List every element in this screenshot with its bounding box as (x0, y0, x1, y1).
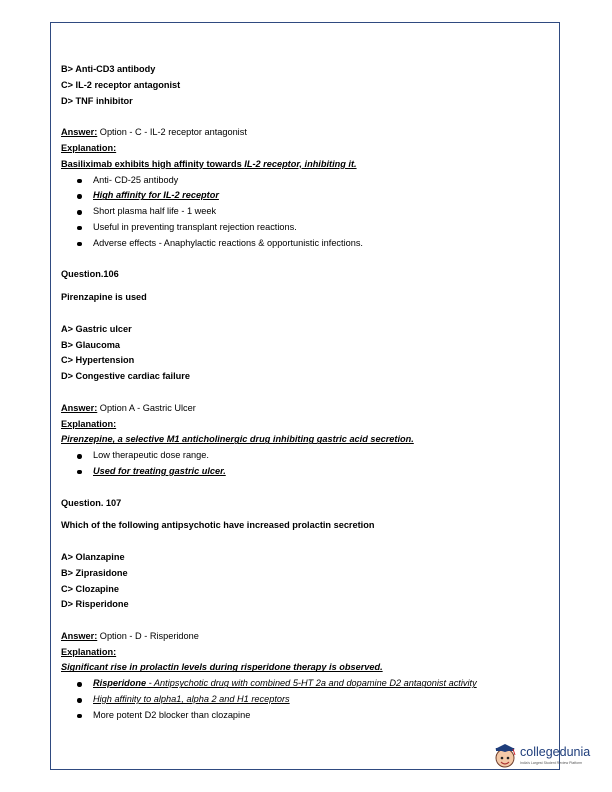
q106-explanation-label: Explanation: (61, 418, 117, 429)
list-item: High affinity for IL-2 receptor (61, 188, 551, 204)
q107-title: Question. 107 (61, 497, 122, 508)
q107-explanation-label: Explanation: (61, 646, 117, 657)
q107-option-b: B> Ziprasidone (61, 567, 128, 578)
q106-explanation: Pirenzepine, a selective M1 anticholinergic drug inhibiting gastric acid secretion. (61, 434, 414, 445)
q106-option-c: C> Hypertension (61, 355, 135, 366)
list-item: More potent D2 blocker than clozapine (61, 708, 551, 724)
mascot-icon (492, 742, 518, 772)
q105-bullet-list (61, 173, 551, 252)
list-item: Adverse effects - Anaphylactic reactions & opportunistic infections. (61, 236, 551, 252)
q107-question-text: Which of the following antipsychotic have increased prolactin secretion (61, 520, 375, 531)
collegedunia-logo (492, 742, 612, 772)
q107-option-a: A> Olanzapine (61, 551, 125, 562)
q107-answer: Answer: Option - D - Risperidone (61, 630, 199, 641)
document-content (61, 62, 551, 724)
q105-option-d: D> TNF inhibitor (61, 95, 133, 106)
list-item: Low therapeutic dose range. (61, 448, 551, 464)
q105-option-c: C> IL-2 receptor antagonist (61, 79, 181, 90)
q105-option-b: B> Anti-CD3 antibody (61, 64, 156, 74)
q106-option-d: D> Congestive cardiac failure (61, 371, 190, 382)
list-item: Short plasma half life - 1 week (61, 204, 551, 220)
q106-title: Question.106 (61, 269, 119, 280)
q107-option-d: D> Risperidone (61, 599, 129, 610)
q105-explanation-label: Explanation: (61, 142, 117, 153)
q106-bullet-list (61, 448, 551, 480)
q107-bullet-list (61, 676, 551, 723)
logo-tagline: India's Largest Student Review Platform (520, 761, 583, 765)
q107-explanation: Significant rise in prolactin levels during risperidone therapy is observed. (61, 662, 383, 673)
list-item: High affinity to alpha1, alpha 2 and H1 receptors (61, 692, 551, 708)
q105-explanation: Basiliximab exhibits high affinity towards IL-2 receptor, inhibiting it. (61, 158, 357, 169)
list-item: Useful in preventing transplant rejection reactions. (61, 220, 551, 236)
list-item: Anti- CD-25 antibody (61, 173, 551, 189)
list-item: Used for treating gastric ulcer. (61, 464, 551, 480)
logo-wordmark: collegedunia (520, 745, 591, 759)
q106-option-a: A> Gastric ulcer (61, 323, 132, 334)
q106-answer: Answer: Option A - Gastric Ulcer (61, 402, 196, 413)
q106-option-b: B> Glaucoma (61, 339, 120, 350)
q105-answer: Answer: Option - C - IL-2 receptor antagonist (61, 127, 247, 138)
list-item: Risperidone - Antipsychotic drug with combined 5-HT 2a and dopamine D2 antagonist activity (61, 676, 551, 692)
q107-option-c: C> Clozapine (61, 583, 119, 594)
q106-question-text: Pirenzapine is used (61, 292, 147, 303)
